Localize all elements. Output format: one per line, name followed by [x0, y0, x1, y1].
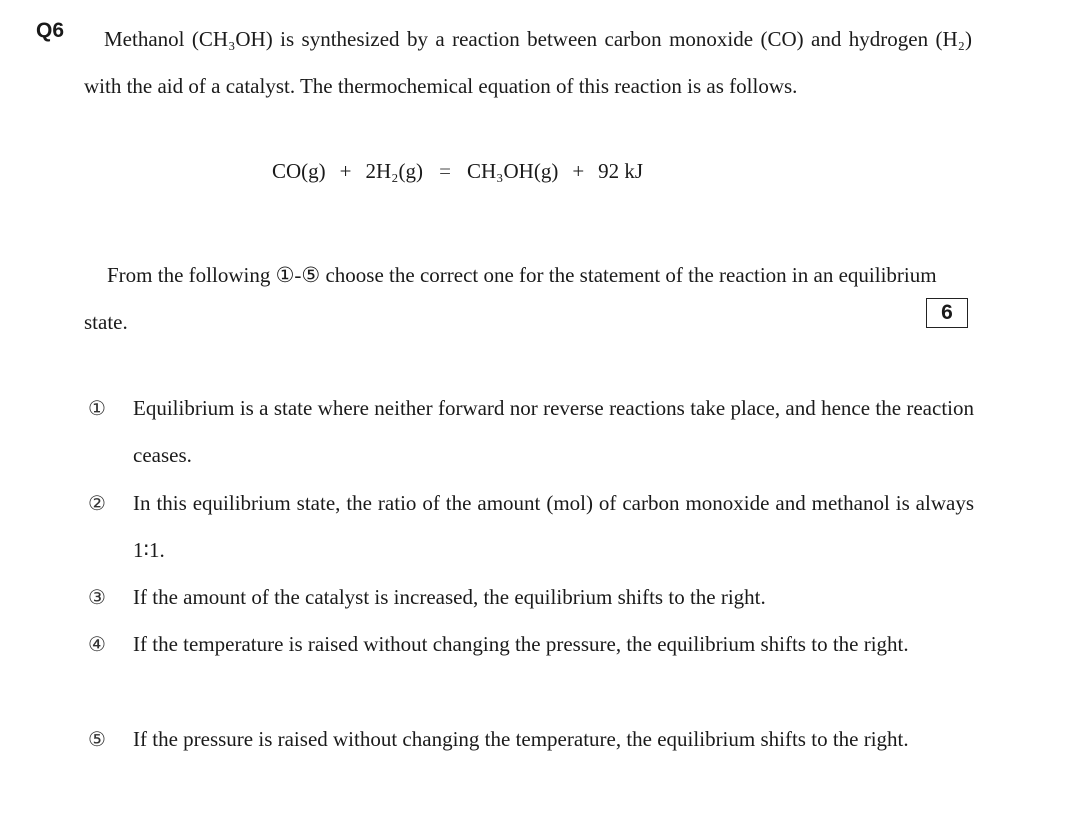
question-stem: Methanol (CH₃OH) is synthesized by a reaction between carbon monoxide (CO) and hydrogen (H₂) with the aid of a catalyst. The thermochemical equation of this reaction is as follows.	[84, 27, 972, 98]
equation-term-methanol: CH₃OH(g)	[467, 159, 559, 183]
option-marker: ④	[88, 632, 106, 656]
option-text: If the temperature is raised without changing the pressure, the equilibrium shifts to the right.	[133, 632, 909, 656]
equation-term-heat: 92 kJ	[598, 159, 644, 183]
equation-plus: +	[339, 159, 352, 183]
option-text: In this equilibrium state, the ratio of the amount (mol) of carbon monoxide and methanol is always 1∶1.	[133, 491, 974, 562]
option-marker: ⑤	[88, 727, 106, 751]
equation-plus: +	[572, 159, 585, 183]
equation-equals: =	[439, 159, 451, 183]
option-text: If the amount of the catalyst is increased, the equilibrium shifts to the right.	[133, 585, 766, 609]
equation-term-h2: 2H₂(g)	[365, 159, 423, 183]
option-text: Equilibrium is a state where neither forward nor reverse reactions take place, and hence the reaction ceases.	[133, 396, 974, 467]
question-instruction: From the following ①-⑤ choose the correct one for the statement of the reaction in an equilibrium state.	[84, 263, 937, 334]
option-marker: ②	[88, 491, 106, 515]
option-marker: ①	[88, 396, 106, 420]
option-text: If the pressure is raised without changing the temperature, the equilibrium shifts to the right.	[133, 727, 909, 751]
answer-box[interactable]: 6	[926, 298, 968, 328]
question-number: Q6	[36, 19, 65, 42]
thermochemical-equation	[272, 156, 643, 186]
option-marker: ③	[88, 585, 106, 609]
equation-term-co: CO(g)	[272, 159, 326, 183]
